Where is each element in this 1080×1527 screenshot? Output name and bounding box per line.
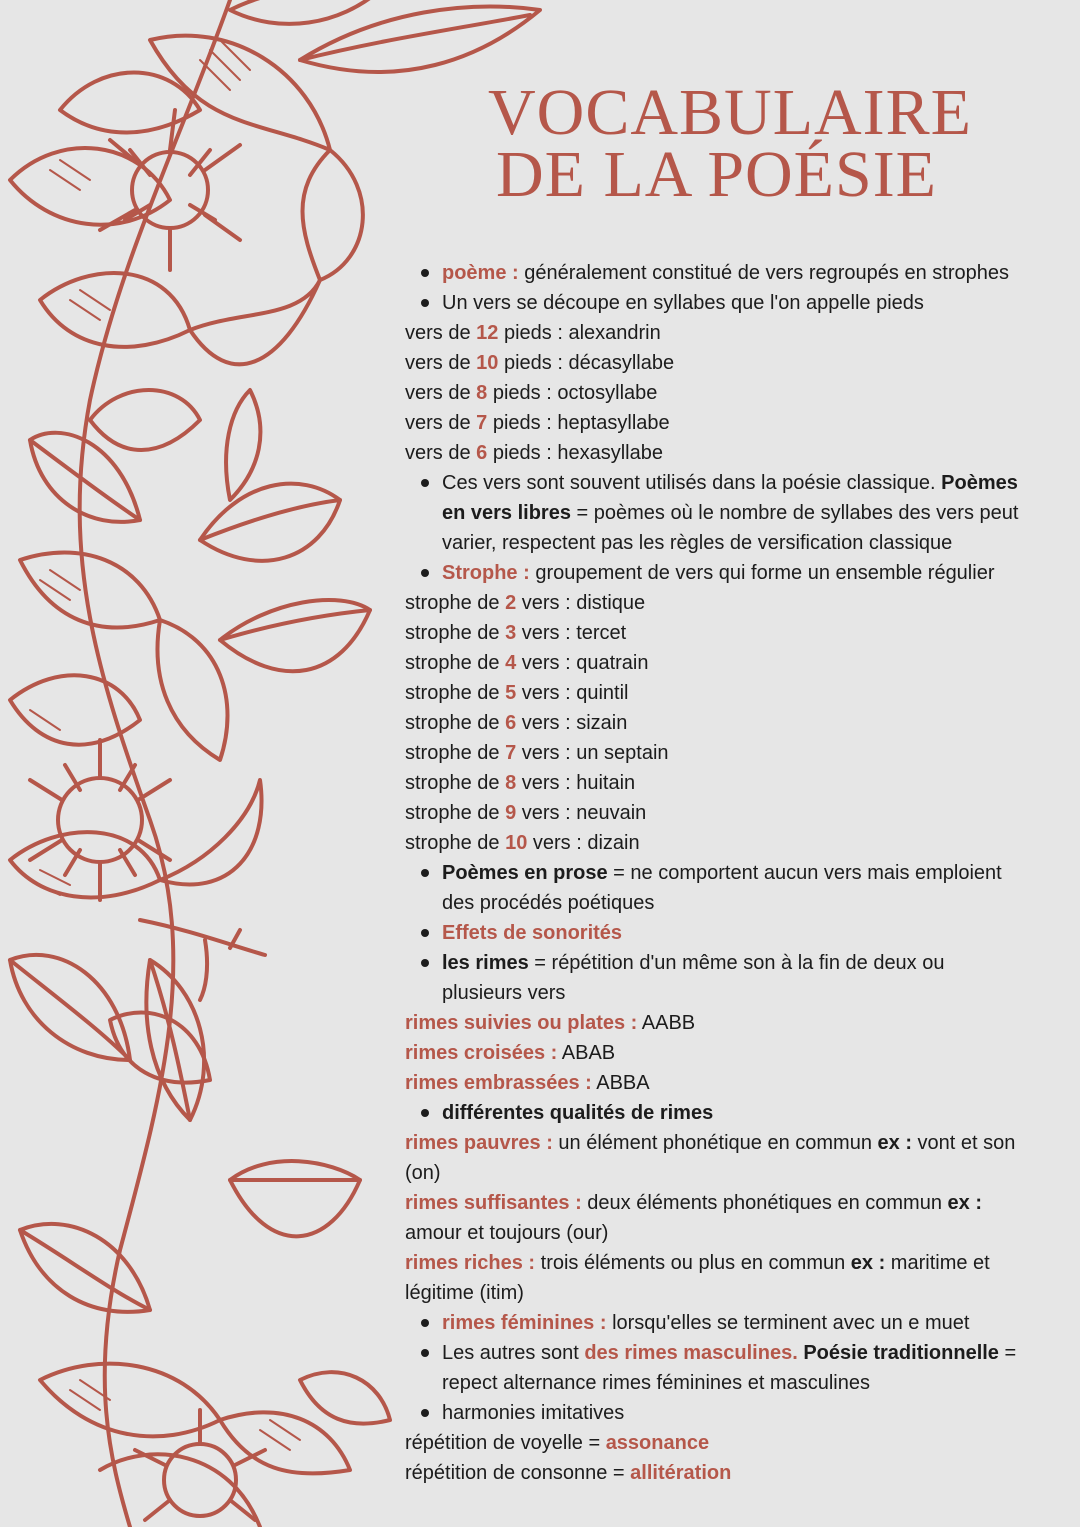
strophe-mid: vers : (516, 742, 577, 764)
text-classique: Ces vers sont souvent utilisés dans la poésie classique. (442, 472, 942, 494)
strophe-name: quintil (576, 682, 629, 704)
strophe-name: distique (576, 592, 646, 614)
vers-item (405, 408, 1077, 438)
content (405, 258, 1077, 1488)
text-alliteration: répétition de consonne = (405, 1462, 631, 1484)
strophe-name: dizain (587, 832, 640, 854)
bullet-classique (405, 468, 1077, 558)
assonance-line (405, 1428, 1077, 1458)
strophe-count: 4 (505, 652, 517, 674)
strophe-mid: vers : (516, 712, 577, 734)
vers-mid: pieds : (487, 412, 558, 434)
def-rimes: = répétition d'un même son à la fin de deux ou (528, 952, 945, 974)
strophe-count: 10 (505, 832, 528, 854)
rime-pattern: ABAB (557, 1042, 616, 1064)
def-vers-libres-2: varier, respectent pas les règles de versification classique (442, 532, 953, 554)
strophe-count: 2 (505, 592, 517, 614)
vers-mid: pieds : (487, 442, 558, 464)
floral-leaf (226, 390, 260, 500)
bullet-strophe (405, 558, 1077, 588)
vers-prefix: vers de (405, 412, 477, 434)
strophe-prefix: strophe de (405, 712, 506, 734)
strophe-mid: vers : (516, 652, 577, 674)
term-assonance: assonance (605, 1432, 710, 1454)
title-line-2: DE LA POÉSIE (496, 138, 937, 211)
vers-item (405, 378, 1077, 408)
vers-name: heptasyllabe (557, 412, 670, 434)
term-vers-libres-2: en vers libres (442, 502, 571, 524)
bullet-harmonies (405, 1398, 1077, 1428)
strophe-mid: vers : (516, 682, 577, 704)
bullet-sonorites (405, 918, 1077, 948)
term-strophe: Strophe : (442, 562, 530, 584)
rime-item (405, 1068, 1077, 1098)
term-rimes: les rimes (442, 952, 529, 974)
rime-item (405, 1008, 1077, 1038)
text-vers-intro: Un vers se découpe en syllabes que l'on appelle pieds (442, 292, 924, 314)
def-feminines: lorsqu'elles se terminent avec un e muet (606, 1312, 970, 1334)
bullet-prose (405, 858, 1077, 918)
vers-count: 12 (476, 322, 499, 344)
vers-name: décasyllabe (568, 352, 675, 374)
def-rimes-2: plusieurs vers (442, 982, 566, 1004)
strophe-prefix: strophe de (405, 592, 506, 614)
ex-pauvres: vont et son (912, 1132, 1016, 1154)
ex-suffisantes: amour et toujours (our) (405, 1222, 609, 1244)
title-line-1: VOCABULAIRE (488, 76, 972, 149)
strophe-item (405, 798, 1077, 828)
vers-item (405, 318, 1077, 348)
strophe-count: 6 (505, 712, 517, 734)
rime-item (405, 1038, 1077, 1068)
strophe-count: 5 (505, 682, 517, 704)
strophe-name: quatrain (576, 652, 649, 674)
strophe-count: 9 (505, 802, 517, 824)
vers-item (405, 438, 1077, 468)
vers-prefix: vers de (405, 352, 477, 374)
term-pauvres: rimes pauvres : (405, 1132, 553, 1154)
rimes-suffisantes (405, 1188, 1077, 1248)
strophe-item (405, 708, 1077, 738)
page-title (488, 76, 972, 211)
vers-count: 8 (476, 382, 488, 404)
rimes-list (405, 1008, 1077, 1098)
term-riches: rimes riches : (405, 1252, 536, 1274)
strophe-mid: vers : (527, 832, 588, 854)
term-feminines: rimes féminines : (442, 1312, 607, 1334)
strophe-item (405, 678, 1077, 708)
floral-leaf (230, 0, 380, 24)
strophe-count: 7 (505, 742, 517, 764)
term-alliteration: allitération (630, 1462, 732, 1484)
def-riches: trois éléments ou plus en commun (535, 1252, 851, 1274)
strophe-prefix: strophe de (405, 742, 506, 764)
strophe-item (405, 738, 1077, 768)
strophe-mid: vers : (516, 802, 577, 824)
rime-pattern: ABBA (591, 1072, 650, 1094)
strophe-item (405, 768, 1077, 798)
def-traditionnelle: repect alternance rimes féminines et masculines (442, 1372, 870, 1394)
strophe-name: huitain (576, 772, 636, 794)
vers-name: octosyllabe (557, 382, 658, 404)
vers-name: alexandrin (568, 322, 661, 344)
vers-prefix: vers de (405, 322, 477, 344)
alliteration-line (405, 1458, 1077, 1488)
flower-top (10, 36, 363, 450)
strophe-item (405, 588, 1077, 618)
strophe-mid: vers : (516, 592, 577, 614)
strophe-count: 8 (505, 772, 517, 794)
vers-count: 6 (476, 442, 488, 464)
def-prose: = ne comportent aucun vers mais emploient (607, 862, 1002, 884)
term-suffisantes: rimes suffisantes : (405, 1192, 582, 1214)
floral-leaf (230, 1161, 360, 1236)
strophe-prefix: strophe de (405, 682, 506, 704)
strophe-list (405, 588, 1077, 858)
strophe-prefix: strophe de (405, 802, 506, 824)
def-strophe: groupement de vers qui forme un ensemble régulier (529, 562, 995, 584)
term-prose: Poèmes en prose (442, 862, 608, 884)
def-prose-2: des procédés poétiques (442, 892, 655, 914)
strophe-prefix: strophe de (405, 832, 506, 854)
def-vers-libres: = poèmes où le nombre de syllabes des vers peut (570, 502, 1019, 524)
text-assonance: répétition de voyelle = (405, 1432, 606, 1454)
vers-prefix: vers de (405, 442, 477, 464)
term-masculines: des rimes masculines. (584, 1342, 798, 1364)
vers-list (405, 318, 1077, 468)
text-masculines: Les autres sont (442, 1342, 585, 1364)
vers-prefix: vers de (405, 382, 477, 404)
strophe-mid: vers : (516, 622, 577, 644)
strophe-count: 3 (505, 622, 517, 644)
flower-middle (10, 553, 262, 901)
def-poeme: généralement constitué de vers regroupés en strophes (518, 262, 1009, 284)
floral-leaf (200, 484, 340, 561)
heading-qualites: différentes qualités de rimes (442, 1102, 714, 1124)
rime-name: rimes embrassées : (405, 1072, 592, 1094)
term-vers-libres: Poèmes (941, 472, 1018, 494)
ex-riches-2: légitime (itim) (405, 1282, 524, 1304)
vers-mid: pieds : (498, 322, 569, 344)
heading-sonorites: Effets de sonorités (442, 922, 623, 944)
ex-riches: maritime et (885, 1252, 990, 1274)
vers-count: 7 (476, 412, 488, 434)
strophe-item (405, 828, 1077, 858)
def-suffisantes: deux éléments phonétiques en commun (581, 1192, 948, 1214)
vers-mid: pieds : (498, 352, 569, 374)
bullet-poeme (405, 258, 1077, 288)
strophe-prefix: strophe de (405, 772, 506, 794)
strophe-name: neuvain (576, 802, 647, 824)
rimes-riches (405, 1248, 1077, 1308)
strophe-name: un septain (576, 742, 669, 764)
equals: = (998, 1342, 1017, 1364)
ex-pauvres-2: (on) (405, 1162, 441, 1184)
strophe-item (405, 618, 1077, 648)
strophe-name: sizain (576, 712, 628, 734)
rime-name: rimes suivies ou plates : (405, 1012, 638, 1034)
ex-label: ex : (877, 1132, 912, 1154)
strophe-prefix: strophe de (405, 652, 506, 674)
rime-pattern: AABB (637, 1012, 696, 1034)
strophe-item (405, 648, 1077, 678)
bullet-rimes (405, 948, 1077, 1008)
bullet-feminines (405, 1308, 1077, 1338)
strophe-mid: vers : (516, 772, 577, 794)
term-traditionnelle: Poésie traditionnelle (803, 1342, 999, 1364)
vers-item (405, 348, 1077, 378)
strophe-prefix: strophe de (405, 622, 506, 644)
vers-name: hexasyllabe (557, 442, 663, 464)
def-pauvres: un élément phonétique en commun (552, 1132, 878, 1154)
rime-name: rimes croisées : (405, 1042, 558, 1064)
bullet-vers (405, 288, 1077, 318)
rimes-pauvres (405, 1128, 1077, 1188)
ex-label: ex : (947, 1192, 982, 1214)
bullet-masculines (405, 1338, 1077, 1398)
strophe-name: tercet (576, 622, 627, 644)
bullet-qualites (405, 1098, 1077, 1128)
heading-harmonies: harmonies imitatives (442, 1402, 625, 1424)
vers-count: 10 (476, 352, 499, 374)
ex-label: ex : (850, 1252, 886, 1274)
vers-mid: pieds : (487, 382, 558, 404)
term-poeme: poème : (442, 262, 519, 284)
